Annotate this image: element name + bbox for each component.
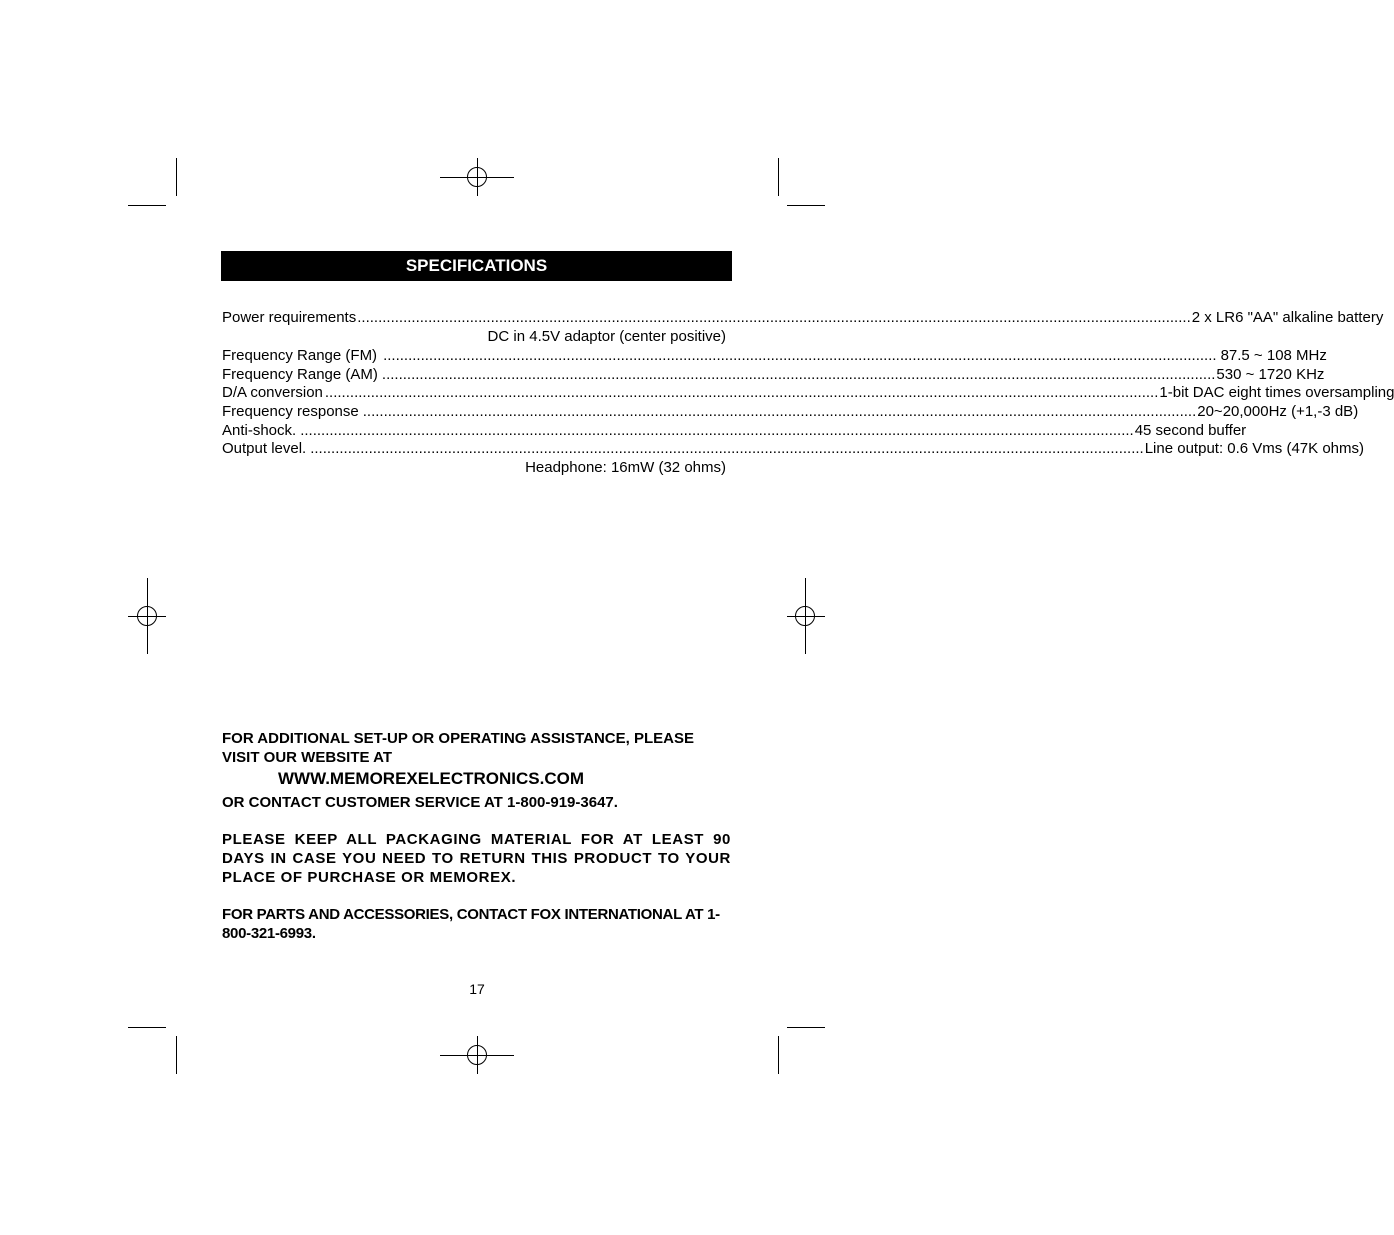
spec-label: Power requirements	[222, 309, 357, 326]
website-link[interactable]: WWW.MEMOREXELECTRONICS.COM	[278, 769, 584, 788]
contact-note: OR CONTACT CUSTOMER SERVICE AT 1-800-919-3647.	[222, 794, 618, 811]
spec-row-freq-response	[222, 402, 1359, 421]
registration-circle-icon	[467, 167, 487, 187]
registration-circle-icon	[137, 606, 157, 626]
spec-value: 45 second buffer	[1134, 422, 1247, 439]
dot-leader: ........................................................................................................................................................................................................	[381, 366, 1216, 383]
crop-mark	[128, 1027, 166, 1028]
dot-leader: ........................................................................................................................................................................................................	[324, 384, 1159, 401]
spec-row-output	[222, 439, 1364, 458]
dot-leader: ........................................................................................................................................................................................................	[300, 422, 1134, 439]
spec-label: D/A conversion	[222, 384, 323, 401]
spec-label: Output level.	[222, 440, 307, 457]
spec-value: Line output: 0.6 Vms (47K ohms)	[1144, 440, 1364, 457]
spec-continuation: Headphone: 16mW (32 ohms)	[525, 459, 726, 476]
packaging-note: PLEASE KEEP ALL PACKAGING MATERIAL FOR AT LEAST 90 DAYS IN CASE YOU NEED TO RETURN THIS PRODUCT TO YOUR PLACE OF PURCHASE OR MEMOREX.	[222, 831, 731, 886]
registration-circle-icon	[795, 606, 815, 626]
registration-circle-icon	[467, 1045, 487, 1065]
spec-value: 20~20,000Hz (+1,-3 dB)	[1197, 403, 1359, 420]
dot-leader: ........................................................................................................................................................................................................	[357, 309, 1191, 326]
spec-row-power	[222, 308, 1384, 327]
crop-mark	[778, 158, 779, 196]
assistance-note: FOR ADDITIONAL SET-UP OR OPERATING ASSISTANCE, PLEASE VISIT OUR WEBSITE AT	[222, 730, 694, 766]
crop-mark	[787, 205, 825, 206]
spec-value: 2 x LR6 "AA" alkaline battery	[1191, 309, 1384, 326]
spec-row-antishock	[222, 421, 1247, 440]
crop-mark	[176, 158, 177, 196]
spec-label: Frequency response	[222, 403, 359, 420]
spec-row-am	[222, 365, 1325, 384]
parts-note: FOR PARTS AND ACCESSORIES, CONTACT FOX INTERNATIONAL AT 1-800-321-6993.	[222, 906, 720, 942]
spec-continuation: DC in 4.5V adaptor (center positive)	[487, 328, 726, 345]
spec-value: 87.5 ~ 108 MHz	[1220, 347, 1327, 364]
spec-row-da	[222, 383, 1394, 402]
spec-label: Anti-shock.	[222, 422, 297, 439]
crop-mark	[778, 1036, 779, 1074]
spec-value: 1-bit DAC eight times oversampling	[1159, 384, 1394, 401]
dot-leader: ........................................................................................................................................................................................................	[362, 403, 1197, 420]
page-number: 17	[469, 981, 485, 997]
crop-mark	[176, 1036, 177, 1074]
spec-label: Frequency Range (FM)	[222, 347, 378, 364]
crop-mark	[787, 1027, 825, 1028]
spec-value: 530 ~ 1720 KHz	[1216, 366, 1325, 383]
dot-leader: ........................................................................................................................................................................................................	[310, 440, 1144, 457]
spec-row-fm	[222, 346, 1327, 365]
spec-label: Frequency Range (AM)	[222, 366, 378, 383]
section-title: SPECIFICATIONS	[221, 251, 732, 281]
dot-leader: ........................................................................................................................................................................................................	[383, 347, 1217, 364]
crop-mark	[128, 205, 166, 206]
